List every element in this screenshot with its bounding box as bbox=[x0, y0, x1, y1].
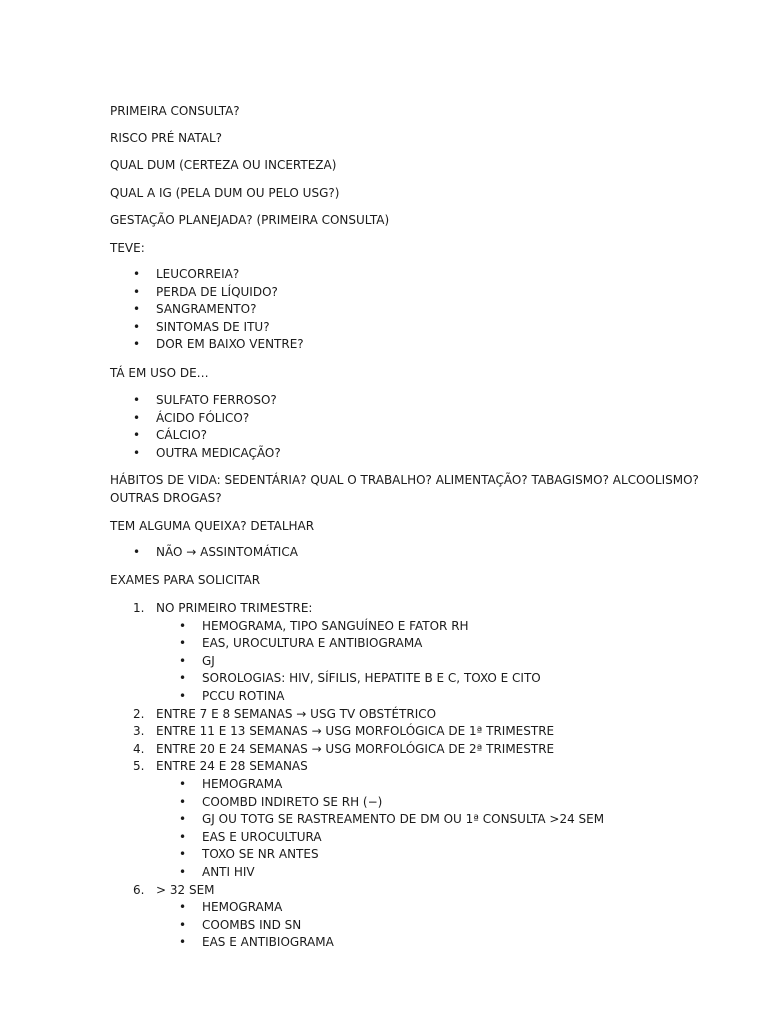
list-item: • GJ bbox=[179, 653, 604, 671]
list-item: • COOMBS IND SN bbox=[179, 917, 604, 935]
label-em-uso: TÁ EM USO DE… bbox=[110, 366, 209, 380]
exam-sublist bbox=[156, 899, 604, 952]
item-number: 1. bbox=[133, 601, 145, 615]
list-item: • SINTOMAS DE ITU? bbox=[133, 319, 304, 337]
list-item: • SANGRAMENTO? bbox=[133, 301, 304, 319]
exam-item bbox=[133, 882, 604, 952]
exam-label: NO PRIMEIRO TRIMESTRE: bbox=[156, 601, 313, 615]
list-item: • OUTRA MEDICAÇÃO? bbox=[133, 445, 281, 463]
question-risco-pre-natal: RISCO PRÉ NATAL? bbox=[110, 131, 223, 145]
list-item: • PCCU ROTINA bbox=[179, 688, 604, 706]
teve-list bbox=[133, 266, 304, 354]
exam-label: ENTRE 20 E 24 SEMANAS → USG MORFOLÓGICA DE 2ª TRIMESTRE bbox=[156, 741, 555, 756]
exam-item bbox=[133, 741, 604, 759]
exam-item bbox=[133, 758, 604, 881]
list-item: • EAS E UROCULTURA bbox=[179, 829, 604, 847]
queixa-list bbox=[133, 544, 298, 562]
item-number: 2. bbox=[133, 706, 145, 721]
list-item: • CÁLCIO? bbox=[133, 427, 281, 445]
list-item: • SOROLOGIAS: HIV, SÍFILIS, HEPATITE B E C, TOXO E CITO bbox=[179, 670, 604, 688]
question-primeira-consulta: PRIMEIRA CONSULTA? bbox=[110, 104, 240, 118]
uso-list bbox=[133, 392, 281, 462]
label-queixa: TEM ALGUMA QUEIXA? DETALHAR bbox=[110, 519, 315, 533]
exam-sublist bbox=[156, 618, 604, 706]
list-item: • SULFATO FERROSO? bbox=[133, 392, 281, 410]
exam-label: > 32 SEM bbox=[156, 882, 215, 897]
list-item: • GJ OU TOTG SE RASTREAMENTO DE DM OU 1ª CONSULTA >24 SEM bbox=[179, 811, 604, 829]
exam-sublist bbox=[156, 776, 604, 882]
exam-label: ENTRE 7 E 8 SEMANAS → USG TV OBSTÉTRICO bbox=[156, 706, 437, 721]
item-number: 6. bbox=[133, 882, 145, 897]
list-item: • NÃO → ASSINTOMÁTICA bbox=[133, 544, 298, 562]
exam-item bbox=[133, 723, 604, 741]
exam-label: ENTRE 24 E 28 SEMANAS bbox=[156, 759, 308, 774]
exam-item bbox=[133, 600, 604, 706]
label-exames: EXAMES PARA SOLICITAR bbox=[110, 573, 261, 587]
exames-list bbox=[133, 600, 604, 952]
list-item: • ÁCIDO FÓLICO? bbox=[133, 410, 281, 428]
item-number: 5. bbox=[133, 759, 145, 774]
question-dum: QUAL DUM (CERTEZA OU INCERTEZA) bbox=[110, 158, 337, 172]
exam-label: ENTRE 11 E 13 SEMANAS → USG MORFOLÓGICA DE 1ª TRIMESTRE bbox=[156, 724, 555, 739]
list-item: • TOXO SE NR ANTES bbox=[179, 846, 604, 864]
item-number: 3. bbox=[133, 724, 145, 739]
list-item: • HEMOGRAMA, TIPO SANGUÍNEO E FATOR RH bbox=[179, 618, 604, 636]
list-item: • EAS, UROCULTURA E ANTIBIOGRAMA bbox=[179, 635, 604, 653]
list-item: • HEMOGRAMA bbox=[179, 899, 604, 917]
list-item: • PERDA DE LÍQUIDO? bbox=[133, 284, 304, 302]
label-teve: TEVE: bbox=[110, 241, 145, 255]
habitos-de-vida: HÁBITOS DE VIDA: SEDENTÁRIA? QUAL O TRABALHO? ALIMENTAÇÃO? TABAGISMO? ALCOOLISMO? OUTRAS DROGAS? bbox=[110, 473, 699, 505]
list-item: • COOMBD INDIRETO SE RH (−) bbox=[179, 794, 604, 812]
list-item: • HEMOGRAMA bbox=[179, 776, 604, 794]
list-item: • LEUCORREIA? bbox=[133, 266, 304, 284]
list-item: • DOR EM BAIXO VENTRE? bbox=[133, 336, 304, 354]
question-gestacao-planejada: GESTAÇÃO PLANEJADA? (PRIMEIRA CONSULTA) bbox=[110, 213, 390, 227]
list-item: • EAS E ANTIBIOGRAMA bbox=[179, 934, 604, 952]
item-number: 4. bbox=[133, 741, 145, 756]
exam-item bbox=[133, 706, 604, 724]
list-item: • ANTI HIV bbox=[179, 864, 604, 882]
question-ig: QUAL A IG (PELA DUM OU PELO USG?) bbox=[110, 186, 340, 200]
